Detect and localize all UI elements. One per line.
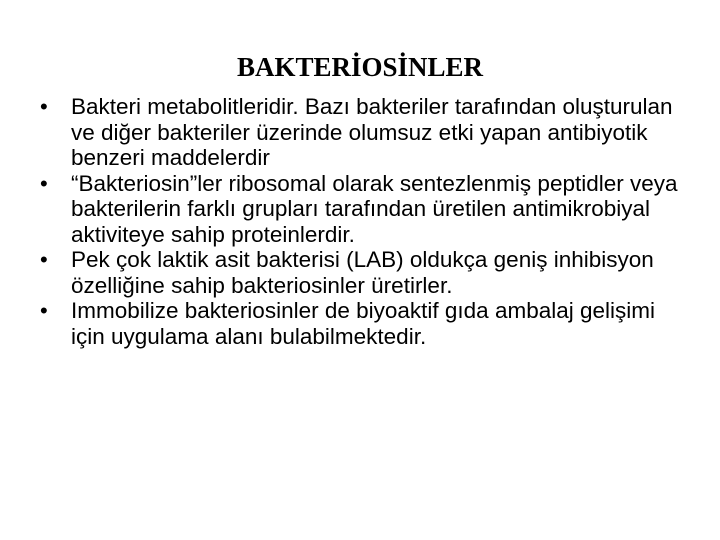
bullet-item <box>40 247 680 298</box>
bullet-icon: • <box>40 298 48 323</box>
bullet-text: Immobilize bakteriosinler de biyoaktif gıda ambalaj gelişimi için uygulama alanı bulabilmektedir. <box>71 298 656 349</box>
bullet-list <box>40 94 680 349</box>
bullet-item <box>40 94 680 171</box>
bullet-text: Bakteri metabolitleridir. Bazı bakteriler tarafından oluşturulan ve diğer bakteriler üzerinde olumsuz etki yapan antibiyotik benzeri maddelerdir <box>71 94 673 170</box>
bullet-icon: • <box>40 170 48 196</box>
slide-title: BAKTERİOSİNLER <box>236 52 484 82</box>
bullet-icon: • <box>40 247 48 272</box>
bullet-item <box>40 171 680 248</box>
bullet-item <box>40 298 680 349</box>
bullet-icon: • <box>40 94 48 119</box>
bullet-text: “Bakteriosin”ler ribosomal olarak sentezlenmiş peptidler veya bakterilerin farklı grupları tarafından üretilen antimikrobiyal aktiviteye sahip proteinlerdir. <box>71 170 678 247</box>
bullet-text: Pek çok laktik asit bakterisi (LAB) oldukça geniş inhibisyon özelliğine sahip bakteriosinler üretirler. <box>71 247 654 298</box>
